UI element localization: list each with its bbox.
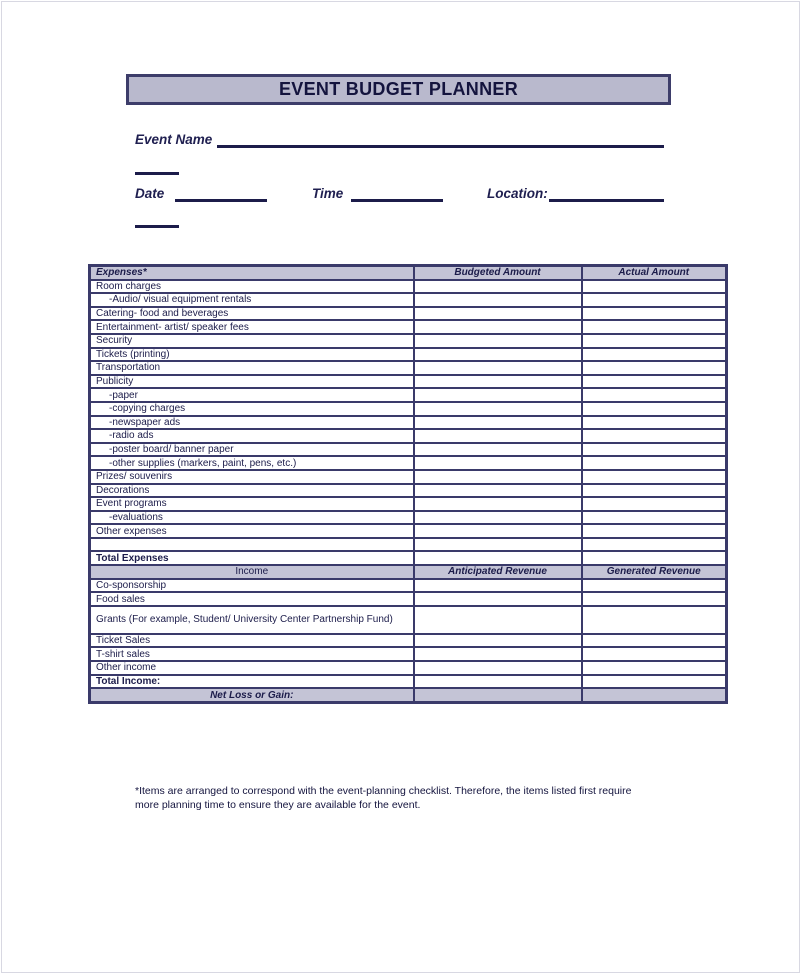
net-loss-gain-label: Net Loss or Gain: xyxy=(90,688,414,702)
budgeted-amount-cell[interactable] xyxy=(414,320,582,334)
event-name-line-continued[interactable] xyxy=(135,172,179,175)
anticipated-revenue-cell[interactable] xyxy=(414,661,582,675)
expense-label: Transportation xyxy=(90,361,414,375)
expense-row xyxy=(90,348,727,362)
net-generated-cell[interactable] xyxy=(582,688,727,702)
income-header-row xyxy=(90,565,727,579)
income-label: Other income xyxy=(90,661,414,675)
budgeted-amount-cell[interactable] xyxy=(414,388,582,402)
actual-amount-cell[interactable] xyxy=(582,429,727,443)
expense-label: -paper xyxy=(90,388,414,402)
expense-label: -newspaper ads xyxy=(90,416,414,430)
budget-table xyxy=(88,264,728,704)
actual-amount-cell[interactable] xyxy=(582,524,727,538)
expense-label: -evaluations xyxy=(90,511,414,525)
generated-revenue-cell[interactable] xyxy=(582,606,727,634)
net-anticipated-cell[interactable] xyxy=(414,688,582,702)
income-row xyxy=(90,647,727,661)
actual-amount-cell[interactable] xyxy=(582,320,727,334)
total-actual-cell[interactable] xyxy=(582,551,727,565)
total-income-row xyxy=(90,675,727,689)
footnote: *Items are arranged to correspond with the event-planning checklist. Therefore, the items listed first require more planning time to ensure they are available for the event. xyxy=(135,785,632,811)
anticipated-revenue-header: Anticipated Revenue xyxy=(414,565,582,579)
date-line[interactable] xyxy=(175,199,267,202)
time-label: Time xyxy=(312,186,344,201)
actual-amount-cell[interactable] xyxy=(582,456,727,470)
actual-amount-cell[interactable] xyxy=(582,334,727,348)
income-row xyxy=(90,606,727,634)
income-header: Income xyxy=(90,565,414,579)
budgeted-amount-header: Budgeted Amount xyxy=(414,266,582,280)
budgeted-amount-cell[interactable] xyxy=(414,497,582,511)
expense-label: -Audio/ visual equipment rentals xyxy=(90,293,414,307)
anticipated-revenue-cell[interactable] xyxy=(414,647,582,661)
form-title: EVENT BUDGET PLANNER xyxy=(126,74,671,105)
date-label: Date xyxy=(135,186,165,201)
actual-amount-cell[interactable] xyxy=(582,402,727,416)
income-label: Ticket Sales xyxy=(90,634,414,648)
budgeted-amount-cell[interactable] xyxy=(414,334,582,348)
actual-amount-cell[interactable] xyxy=(582,348,727,362)
expense-row xyxy=(90,524,727,538)
budgeted-amount-cell[interactable] xyxy=(414,361,582,375)
income-label: Grants (For example, Student/ University Center Partnership Fund) xyxy=(90,606,414,634)
actual-amount-cell[interactable] xyxy=(582,484,727,498)
total-anticipated-cell[interactable] xyxy=(414,675,582,689)
actual-amount-cell[interactable] xyxy=(582,470,727,484)
anticipated-revenue-cell[interactable] xyxy=(414,579,582,593)
generated-revenue-cell[interactable] xyxy=(582,634,727,648)
net-row xyxy=(90,688,727,702)
total-expenses-label: Total Expenses xyxy=(90,551,414,565)
budgeted-amount-cell[interactable] xyxy=(414,443,582,457)
budgeted-amount-cell[interactable] xyxy=(414,470,582,484)
location-line[interactable] xyxy=(549,199,664,202)
budgeted-amount-cell[interactable] xyxy=(414,348,582,362)
total-budgeted-cell[interactable] xyxy=(414,551,582,565)
anticipated-revenue-cell[interactable] xyxy=(414,592,582,606)
budgeted-amount-cell[interactable] xyxy=(414,293,582,307)
actual-amount-cell[interactable] xyxy=(582,443,727,457)
budgeted-amount-cell[interactable] xyxy=(414,280,582,294)
anticipated-revenue-cell[interactable] xyxy=(414,634,582,648)
generated-revenue-cell[interactable] xyxy=(582,647,727,661)
expense-label: Room charges xyxy=(90,280,414,294)
actual-amount-cell[interactable] xyxy=(582,497,727,511)
budgeted-amount-cell[interactable] xyxy=(414,402,582,416)
expense-label: Other expenses xyxy=(90,524,414,538)
budgeted-amount-cell[interactable] xyxy=(414,307,582,321)
expense-row xyxy=(90,484,727,498)
expense-row xyxy=(90,280,727,294)
expense-row xyxy=(90,429,727,443)
time-line[interactable] xyxy=(351,199,443,202)
expense-row xyxy=(90,307,727,321)
expense-row xyxy=(90,361,727,375)
budgeted-amount-cell[interactable] xyxy=(414,511,582,525)
actual-amount-cell[interactable] xyxy=(582,307,727,321)
budgeted-amount-cell[interactable] xyxy=(414,429,582,443)
total-income-label: Total Income: xyxy=(90,675,414,689)
actual-amount-cell[interactable] xyxy=(582,538,727,552)
actual-amount-header: Actual Amount xyxy=(582,266,727,280)
income-row xyxy=(90,579,727,593)
expense-row xyxy=(90,293,727,307)
actual-amount-cell[interactable] xyxy=(582,416,727,430)
generated-revenue-cell[interactable] xyxy=(582,661,727,675)
expense-label: -copying charges xyxy=(90,402,414,416)
event-name-label: Event Name xyxy=(135,132,213,147)
event-name-line[interactable] xyxy=(217,145,664,148)
expense-row xyxy=(90,334,727,348)
anticipated-revenue-cell[interactable] xyxy=(414,606,582,634)
location-line-continued[interactable] xyxy=(135,225,179,228)
actual-amount-cell[interactable] xyxy=(582,375,727,389)
expense-row xyxy=(90,443,727,457)
expenses-header: Expenses* xyxy=(90,266,414,280)
actual-amount-cell[interactable] xyxy=(582,280,727,294)
expense-label xyxy=(90,538,414,552)
expense-row xyxy=(90,497,727,511)
budgeted-amount-cell[interactable] xyxy=(414,456,582,470)
expense-row xyxy=(90,388,727,402)
budgeted-amount-cell[interactable] xyxy=(414,416,582,430)
income-row xyxy=(90,634,727,648)
generated-revenue-header: Generated Revenue xyxy=(582,565,727,579)
expense-label: Publicity xyxy=(90,375,414,389)
expense-label: Security xyxy=(90,334,414,348)
expense-label: Decorations xyxy=(90,484,414,498)
total-expenses-row xyxy=(90,551,727,565)
income-row xyxy=(90,661,727,675)
expense-label: -other supplies (markers, paint, pens, etc.) xyxy=(90,456,414,470)
expense-row xyxy=(90,538,727,552)
actual-amount-cell[interactable] xyxy=(582,361,727,375)
income-row xyxy=(90,592,727,606)
expense-label: Tickets (printing) xyxy=(90,348,414,362)
total-generated-cell[interactable] xyxy=(582,675,727,689)
expense-row xyxy=(90,456,727,470)
expense-label: -poster board/ banner paper xyxy=(90,443,414,457)
budgeted-amount-cell[interactable] xyxy=(414,524,582,538)
actual-amount-cell[interactable] xyxy=(582,293,727,307)
expense-row xyxy=(90,511,727,525)
expense-row xyxy=(90,416,727,430)
expense-row xyxy=(90,375,727,389)
income-label: T-shirt sales xyxy=(90,647,414,661)
income-label: Co-sponsorship xyxy=(90,579,414,593)
expense-row xyxy=(90,402,727,416)
actual-amount-cell[interactable] xyxy=(582,388,727,402)
budgeted-amount-cell[interactable] xyxy=(414,538,582,552)
actual-amount-cell[interactable] xyxy=(582,511,727,525)
location-label: Location: xyxy=(487,186,548,201)
expense-label: Entertainment- artist/ speaker fees xyxy=(90,320,414,334)
expenses-header-row xyxy=(90,266,727,280)
expense-row xyxy=(90,470,727,484)
expense-label: Catering- food and beverages xyxy=(90,307,414,321)
budgeted-amount-cell[interactable] xyxy=(414,484,582,498)
generated-revenue-cell[interactable] xyxy=(582,592,727,606)
expense-label: Prizes/ souvenirs xyxy=(90,470,414,484)
income-label: Food sales xyxy=(90,592,414,606)
expense-label: -radio ads xyxy=(90,429,414,443)
expense-label: Event programs xyxy=(90,497,414,511)
generated-revenue-cell[interactable] xyxy=(582,579,727,593)
expense-row xyxy=(90,320,727,334)
budgeted-amount-cell[interactable] xyxy=(414,375,582,389)
